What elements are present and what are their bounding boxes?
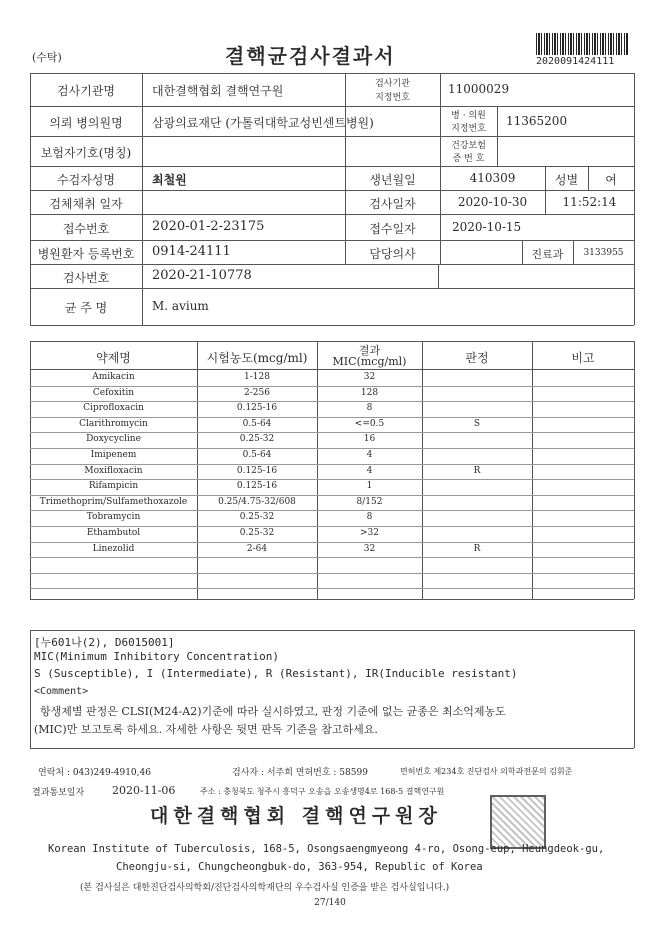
insurance-label: 보험자기호(명칭) [40, 146, 132, 160]
table-row [30, 542, 634, 557]
cell-range: 0.125-16 [236, 466, 278, 476]
table-row [30, 495, 634, 510]
table-row [30, 479, 634, 494]
remarks-comment-line-1: 항생제별 판정은 CLSI(M24-A2)기준에 따라 실시하였고, 판정 기준에 없는 균종은 최소억제농도 [40, 705, 506, 718]
header-drug: 약제명 [96, 351, 131, 365]
header-range: 시험농도(mcg/ml) [206, 351, 308, 365]
barcode-number: 2020091424111 [536, 56, 615, 67]
certification-note: (본 검사실은 대한진단검사의학회/진단검사의학재단의 우수검사실 인증을 받은 검사실입니다.) [80, 883, 450, 893]
remarks-mic-definition: MIC(Minimum Inhibitory Concentration) [34, 650, 280, 663]
cell-mic: 8 [366, 403, 373, 413]
lab-code-label-2: 지정번호 [375, 93, 410, 103]
cell-mic: <=0.5 [354, 419, 385, 429]
table-row [30, 526, 634, 541]
receipt-date-value: 2020-10-15 [452, 220, 522, 234]
remarks-interpretation-legend: S (Susceptible), I (Intermediate), R (Resistant), IR(Inducible resistant) [34, 667, 518, 680]
cell-drug: Clarithromycin [79, 419, 148, 429]
cell-interp: R [473, 466, 481, 476]
cell-range: 0.25-32 [239, 528, 275, 538]
header-note: 비고 [571, 351, 595, 365]
sex-label: 성별 [554, 173, 579, 187]
cell-interp: S [473, 419, 481, 429]
cell-drug: Ethambutol [86, 528, 141, 538]
tester-info: 검사자 : 서주희 면허번호 : 58599 [232, 768, 368, 778]
lab-value: 대한결핵협회 결핵연구원 [152, 84, 284, 98]
cell-mic: 4 [366, 450, 373, 460]
address-korean: 주소 : 충청북도 청주시 흥덕구 오송읍 오송생명4로 168-5 결핵연구원 [200, 787, 445, 796]
page-number: 27/140 [314, 898, 346, 908]
cell-drug: Cefoxitin [92, 388, 135, 398]
remarks-comment-line-2: (MIC)만 보고토록 하세요. 자세한 사항은 뒷면 판독 기준을 참고하세요. [34, 723, 378, 736]
table-row [30, 432, 634, 447]
department-label: 진료과 [531, 248, 564, 261]
receipt-no-value: 2020-01-2-23175 [152, 219, 265, 234]
cell-interp: R [473, 544, 481, 554]
remarks-code: [누601나(2), D6015001] [34, 636, 175, 649]
hospital-label: 의뢰 병의원명 [49, 116, 123, 130]
department-value: 3133955 [583, 248, 624, 258]
cell-mic: 8 [366, 512, 373, 522]
table-row [30, 386, 634, 401]
hospital-value: 삼광의료재단 (가톨릭대학교성빈센트병원) [152, 116, 374, 130]
lab-code-label-1: 검사기관 [375, 79, 410, 89]
health-no-label-1: 건강보험 [451, 141, 486, 151]
hospital-code-label-2: 지정번호 [451, 124, 486, 134]
cell-drug: Imipenem [90, 450, 137, 460]
cell-range: 0.25-32 [239, 434, 275, 444]
page-title: 결핵균검사결과서 [225, 44, 396, 68]
cell-mic: 4 [366, 466, 373, 476]
cell-drug: Amikacin [92, 372, 135, 382]
cell-drug: Tobramycin [86, 512, 141, 522]
hospital-code-label-1: 병 · 의원 [451, 111, 486, 121]
collect-date-label: 검체채취 일자 [49, 197, 123, 211]
species-value: M. avium [152, 299, 209, 313]
address-english: Cheongju-si, Chungcheongbuk-do, 363-954, Republic of Korea [116, 861, 483, 873]
test-no-label: 검사번호 [62, 271, 110, 285]
notify-date-label: 결과통보일자 [32, 788, 85, 798]
cell-drug: Doxycycline [86, 434, 141, 444]
cell-mic: 1 [366, 481, 373, 491]
sex-value: 여 [605, 173, 617, 187]
cell-drug: Ciprofloxacin [83, 403, 144, 413]
patient-name-value: 최철원 [152, 173, 187, 187]
cell-mic: 8/152 [356, 497, 383, 507]
cell-range: 0.125-16 [236, 481, 278, 491]
table-row [30, 448, 634, 463]
header-interpretation: 판정 [465, 351, 489, 365]
organization-name: 대한결핵협회 결핵연구원장 [150, 805, 442, 827]
species-label: 균 주 명 [64, 301, 108, 315]
test-date-value: 2020-10-30 [457, 195, 528, 209]
table-row [30, 464, 634, 479]
cell-range: 0.25/4.75-32/608 [218, 497, 296, 507]
doctor-label: 담당의사 [369, 247, 416, 261]
notify-date-value: 2020-11-06 [112, 784, 176, 797]
cell-drug: Moxifloxacin [84, 466, 143, 476]
cell-drug: Linezolid [92, 544, 135, 554]
hospital-code-value: 11365200 [506, 114, 568, 128]
cell-drug: Rifampicin [88, 481, 139, 491]
receipt-no-label: 접수번호 [62, 222, 110, 236]
health-no-label-2: 증 번 호 [452, 154, 485, 164]
cell-mic: 128 [360, 388, 379, 398]
table-row [30, 370, 634, 385]
registration-no-label: 병원환자 등록번호 [37, 247, 135, 261]
cell-drug: Trimethoprim/Sulfamethoxazole [39, 497, 188, 507]
cell-mic: 16 [363, 434, 376, 444]
cell-range: 2-64 [246, 544, 268, 554]
barcode-image [536, 33, 628, 55]
cell-range: 0.5-64 [242, 450, 272, 460]
patient-name-label: 수검자성명 [57, 173, 115, 187]
header-mic-1: 결과 [358, 344, 381, 357]
cell-range: 1-128 [244, 372, 270, 382]
dob-label: 생년월일 [369, 173, 416, 187]
test-no-value: 2020-21-10778 [152, 268, 252, 283]
lab-code-value: 11000029 [448, 82, 510, 96]
official-seal-stamp [490, 795, 546, 849]
test-time-value: 11:52:14 [562, 195, 617, 209]
table-row [30, 417, 634, 432]
header-mic-2: MIC(mcg/ml) [332, 355, 407, 368]
physician-license: 면허번호 제234호 진단검사 의학과전문의 김휘준 [400, 767, 573, 776]
cell-mic: 32 [363, 544, 376, 554]
organization-name-english: Korean Institute of Tuberculosis, 168-5, Osongsaengmyeong 4-ro, Osong-eup, Heungdeok-gu, [48, 843, 605, 855]
dob-value: 410309 [469, 171, 516, 185]
registration-no-value: 0914-24111 [152, 244, 231, 259]
cell-mic: >32 [360, 528, 379, 538]
cell-range: 0.25-32 [239, 512, 275, 522]
cell-range: 2-256 [244, 388, 270, 398]
cell-mic: 32 [363, 372, 376, 382]
lab-label: 검사기관명 [57, 84, 115, 98]
cell-range: 0.125-16 [236, 403, 278, 413]
test-date-label: 검사일자 [369, 197, 416, 211]
remarks-comment-label: <Comment> [34, 686, 89, 697]
table-row [30, 510, 634, 525]
receipt-date-label: 접수일자 [369, 222, 416, 236]
table-row [30, 401, 634, 416]
cell-range: 0.5-64 [242, 419, 272, 429]
contact-info: 연락처 : 043)249-4910,46 [38, 768, 151, 778]
copy-type-label: (수탁) [32, 51, 62, 64]
